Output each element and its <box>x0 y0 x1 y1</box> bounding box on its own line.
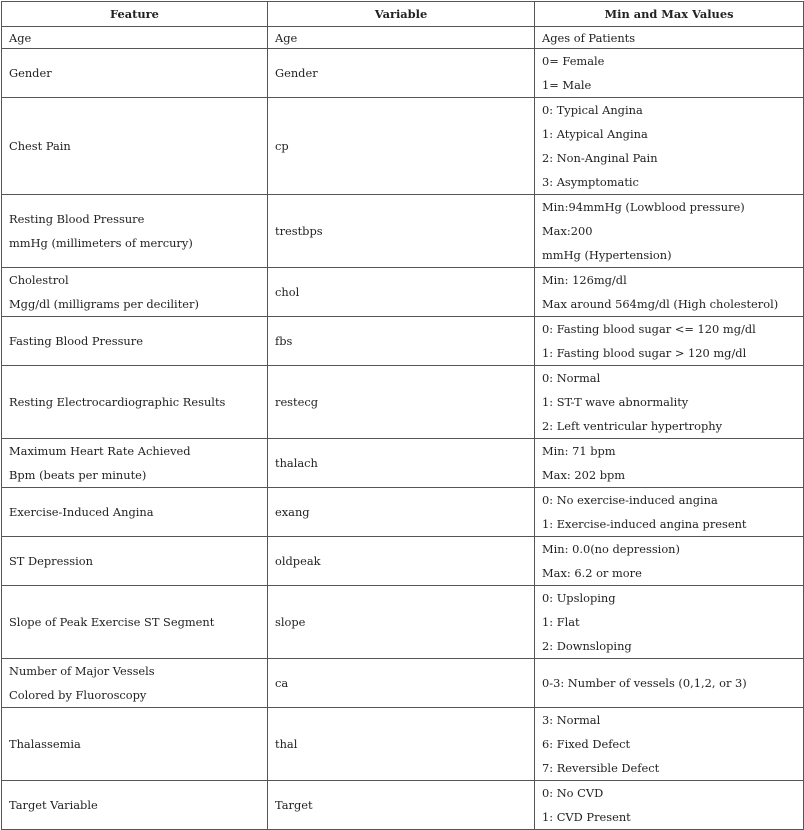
feature-cell <box>2 659 268 708</box>
variable-cell <box>268 268 535 317</box>
feature-cell <box>2 98 268 195</box>
value-text: 0: Typical Angina <box>542 103 643 117</box>
values-cell <box>535 98 804 195</box>
feature-text: Thalassemia <box>9 737 81 751</box>
variable-cell <box>268 195 535 268</box>
variable-cell <box>268 781 535 830</box>
feature-cell <box>2 537 268 586</box>
value-text: Min:94mmHg (Lowblood pressure) <box>542 200 745 214</box>
value-text: Min: 0.0(no depression) <box>542 542 680 556</box>
value-text: 1: Atypical Angina <box>542 127 648 141</box>
value-text: 7: Reversible Defect <box>542 761 660 775</box>
feature-text: Resting Electrocardiographic Results <box>9 395 226 409</box>
variable-text: restecg <box>275 395 319 409</box>
feature-text: Chest Pain <box>9 139 71 153</box>
value-text: 1: CVD Present <box>542 810 631 824</box>
table-row <box>2 317 804 366</box>
feature-cell <box>2 586 268 659</box>
variable-text: ca <box>275 676 289 690</box>
feature-text: mmHg (millimeters of mercury) <box>9 236 193 250</box>
feature-text: Age <box>9 30 32 45</box>
value-text: 2: Left ventricular hypertrophy <box>542 419 723 433</box>
values-cell <box>535 366 804 439</box>
variable-cell <box>268 488 535 537</box>
table-row <box>2 537 804 586</box>
value-text: 2: Downsloping <box>542 639 632 653</box>
header-feature: Feature <box>2 2 268 27</box>
table-row <box>2 49 804 98</box>
variable-text: slope <box>275 615 306 629</box>
variable-cell <box>268 49 535 98</box>
feature-cell <box>2 195 268 268</box>
value-text: 0: Upsloping <box>542 591 616 605</box>
value-text: 1: Fasting blood sugar > 120 mg/dl <box>542 346 747 360</box>
values-cell <box>535 49 804 98</box>
values-cell <box>535 27 804 49</box>
values-cell <box>535 195 804 268</box>
table-row <box>2 488 804 537</box>
feature-text: Bpm (beats per minute) <box>9 468 147 482</box>
variable-text: exang <box>275 505 310 519</box>
feature-cell <box>2 488 268 537</box>
feature-text: Target Variable <box>9 798 98 812</box>
variable-text: Target <box>275 798 313 812</box>
value-text: Min: 71 bpm <box>542 444 616 458</box>
values-cell <box>535 781 804 830</box>
values-cell <box>535 586 804 659</box>
values-cell <box>535 268 804 317</box>
variable-text: fbs <box>275 334 293 348</box>
value-text: 0= Female <box>542 54 605 68</box>
feature-cell <box>2 27 268 49</box>
value-text: 2: Non-Anginal Pain <box>542 151 658 165</box>
feature-text: ST Depression <box>9 554 93 568</box>
table-row <box>2 708 804 781</box>
feature-cell <box>2 366 268 439</box>
variable-text: thal <box>275 737 298 751</box>
feature-cell <box>2 49 268 98</box>
variable-text: Gender <box>275 66 318 80</box>
variable-text: thalach <box>275 456 318 470</box>
table-row <box>2 366 804 439</box>
values-cell <box>535 439 804 488</box>
variable-cell <box>268 27 535 49</box>
variable-text: trestbps <box>275 224 323 238</box>
value-text: 0-3: Number of vessels (0,1,2, or 3) <box>542 676 747 690</box>
table-body <box>2 27 804 830</box>
feature-text: Resting Blood Pressure <box>9 212 145 226</box>
values-cell <box>535 659 804 708</box>
feature-cell <box>2 708 268 781</box>
feature-cell <box>2 317 268 366</box>
variable-cell <box>268 708 535 781</box>
value-text: 1: Flat <box>542 615 580 629</box>
table-row <box>2 586 804 659</box>
variable-cell <box>268 98 535 195</box>
value-text: Max:200 <box>542 224 593 238</box>
value-text: Ages of Patients <box>542 30 636 45</box>
feature-text: Slope of Peak Exercise ST Segment <box>9 615 215 629</box>
variable-text: Age <box>275 30 298 45</box>
table-row <box>2 781 804 830</box>
values-cell <box>535 488 804 537</box>
values-cell <box>535 708 804 781</box>
table-row <box>2 268 804 317</box>
value-text: 6: Fixed Defect <box>542 737 631 751</box>
variable-cell <box>268 439 535 488</box>
value-text: 0: No exercise-induced angina <box>542 493 718 507</box>
feature-table <box>1 1 804 830</box>
feature-text: Fasting Blood Pressure <box>9 334 143 348</box>
value-text: 1= Male <box>542 78 592 92</box>
table-row <box>2 195 804 268</box>
header-min-max-values: Min and Max Values <box>535 2 804 27</box>
feature-cell <box>2 439 268 488</box>
value-text: 0: Fasting blood sugar <= 120 mg/dl <box>542 322 756 336</box>
feature-cell <box>2 781 268 830</box>
variable-cell <box>268 366 535 439</box>
feature-text: Colored by Fluoroscopy <box>9 688 147 702</box>
feature-text: Maximum Heart Rate Achieved <box>9 444 191 458</box>
value-text: 3: Asymptomatic <box>542 175 639 189</box>
feature-text: Gender <box>9 66 52 80</box>
variable-text: oldpeak <box>275 554 321 568</box>
feature-text: Cholestrol <box>9 273 69 287</box>
feature-text: Mgg/dl (milligrams per deciliter) <box>9 297 199 311</box>
variable-cell <box>268 537 535 586</box>
table-row <box>2 439 804 488</box>
header-row <box>2 2 804 27</box>
table-row <box>2 659 804 708</box>
value-text: Max: 202 bpm <box>542 468 626 482</box>
value-text: 0: No CVD <box>542 786 604 800</box>
variable-cell <box>268 317 535 366</box>
table-row <box>2 27 804 49</box>
table-row <box>2 98 804 195</box>
value-text: 3: Normal <box>542 713 601 727</box>
variable-cell <box>268 586 535 659</box>
value-text: Max: 6.2 or more <box>542 566 642 580</box>
feature-text: Exercise-Induced Angina <box>9 505 154 519</box>
value-text: Max around 564mg/dl (High cholesterol) <box>542 297 779 311</box>
variable-cell <box>268 659 535 708</box>
variable-text: chol <box>275 285 300 299</box>
header-variable: Variable <box>268 2 535 27</box>
values-cell <box>535 537 804 586</box>
value-text: 1: Exercise-induced angina present <box>542 517 747 531</box>
value-text: Min: 126mg/dl <box>542 273 627 287</box>
value-text: 1: ST-T wave abnormality <box>542 395 689 409</box>
variable-text: cp <box>275 139 289 153</box>
value-text: 0: Normal <box>542 371 601 385</box>
feature-text: Number of Major Vessels <box>9 664 155 678</box>
feature-cell <box>2 268 268 317</box>
value-text: mmHg (Hypertension) <box>542 248 672 262</box>
values-cell <box>535 317 804 366</box>
